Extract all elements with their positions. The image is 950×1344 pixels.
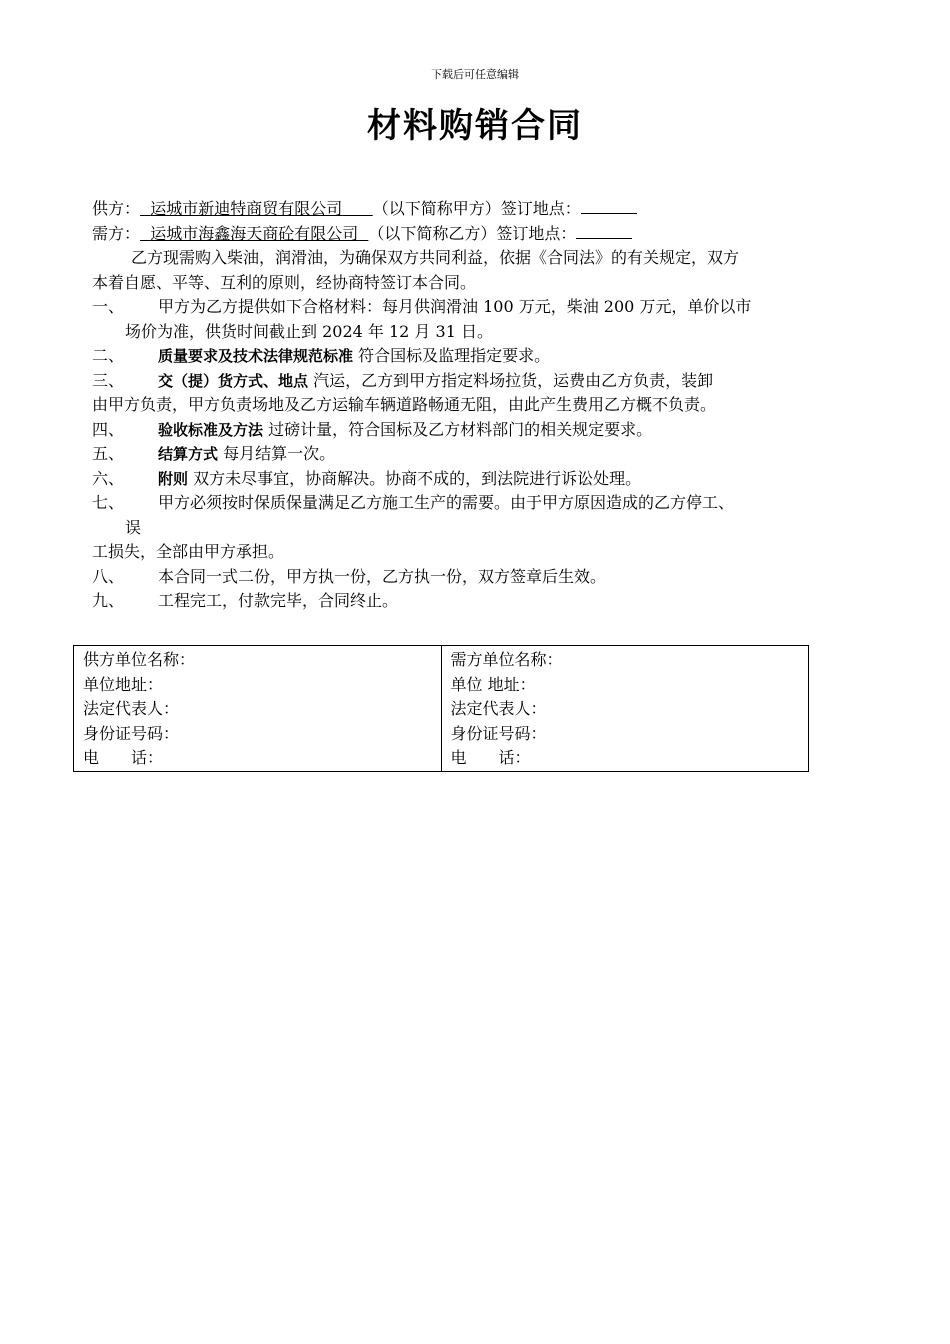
clause-5-number: 五、 — [92, 444, 125, 463]
clause-2-heading: 质量要求及技术法律规范标准 — [158, 347, 354, 365]
clause-2-text: 符合国标及监理指定要求。 — [353, 346, 551, 365]
supplier-legal-rep-label: 法定代表人： — [83, 699, 180, 718]
clause-4-text: 过磅计量，符合国标及乙方材料部门的相关规定要求。 — [263, 419, 653, 439]
clause-6-number: 六、 — [92, 468, 125, 488]
buyer-legal-rep-label: 法定代表人： — [450, 699, 547, 718]
clause-4-heading: 验收标准及方法 — [158, 420, 264, 439]
clause-3 — [92, 369, 867, 394]
buyer-phone-label: 电 话： — [450, 748, 531, 767]
contract-title: 材料购销合同 — [367, 106, 583, 146]
buyer-label: 需方： — [92, 223, 141, 243]
clause-7-number: 七、 — [92, 493, 125, 512]
contract-body — [92, 197, 867, 614]
supplier-unit-name-label: 供方单位名称： — [83, 650, 196, 669]
supplier-sign-place-blank[interactable] — [581, 199, 637, 214]
clause-5-text: 每月结算一次。 — [218, 444, 336, 463]
buyer-unit-name-label: 需方单位名称： — [450, 650, 563, 669]
buyer-suffix: （以下简称乙方）签订地点： — [368, 223, 577, 243]
clause-5-heading: 结算方式 — [158, 445, 219, 463]
supplier-signature-cell[interactable] — [74, 646, 442, 772]
clause-4 — [92, 418, 867, 443]
clause-1-continued: 场价为准，供货时间截止到 2024 年 12 月 31 日。 — [125, 321, 493, 341]
clause-3-continued: 由甲方负责，甲方负责场地及乙方运输车辆道路畅通无阻，由此产生费用乙方概不负责。 — [92, 395, 717, 414]
clause-7-continued: 工损失，全部由甲方承担。 — [92, 542, 285, 561]
buyer-signature-cell[interactable] — [441, 646, 809, 772]
clause-9 — [92, 589, 867, 614]
clause-3-number: 三、 — [92, 370, 125, 390]
preamble-line-1: 乙方现需购入柴油，润滑油，为确保双方共同利益，依据《合同法》的有关规定，双方 — [131, 248, 740, 267]
supplier-id-label: 身份证号码： — [83, 723, 180, 743]
clause-6-heading: 附则 — [158, 469, 189, 488]
clause-4-number: 四、 — [92, 419, 125, 439]
clause-2 — [92, 344, 867, 369]
buyer-sign-place-blank[interactable] — [576, 224, 632, 239]
supplier-line — [92, 197, 867, 222]
clause-7-text: 甲方必须按时保质保量满足乙方施工生产的需要。由于甲方原因造成的乙方停工、 — [158, 493, 735, 512]
clause-1-text: 甲方为乙方提供如下合格材料：每月供润滑油 100 万元，柴油 200 万元，单价以市 — [158, 297, 752, 316]
header-note: 下载后可任意编辑 — [431, 68, 519, 81]
clause-6 — [92, 467, 867, 492]
clause-9-number: 九、 — [92, 591, 125, 610]
supplier-address-label: 单位地址： — [83, 674, 164, 694]
clause-3-heading: 交（提）货方式、地点 — [158, 371, 309, 390]
clause-7 — [92, 491, 867, 516]
clause-9-text: 工程完工，付款完毕，合同终止。 — [158, 591, 399, 610]
clause-8-text: 本合同一式二份，甲方执一份，乙方执一份，双方签章后生效。 — [158, 566, 607, 586]
buyer-id-label: 身份证号码： — [450, 723, 547, 743]
supplier-phone-label: 电 话： — [83, 748, 164, 767]
clause-3-text: 汽运，乙方到甲方指定料场拉货，运费由乙方负责，装卸 — [308, 370, 714, 390]
clause-1 — [92, 295, 867, 320]
supplier-suffix: （以下简称甲方）签订地点： — [372, 199, 581, 218]
preamble-line-2: 本着自愿、平等、互利的原则，经协商特签订本合同。 — [92, 272, 477, 292]
clause-7-wrap: 误 — [125, 517, 142, 537]
buyer-line — [92, 222, 867, 247]
supplier-name: 运城市新迪特商贸有限公司 — [150, 199, 343, 218]
clause-2-number: 二、 — [92, 346, 125, 365]
supplier-label: 供方： — [92, 199, 141, 218]
clause-8 — [92, 565, 867, 590]
clause-8-number: 八、 — [92, 566, 125, 586]
signature-row — [74, 646, 809, 772]
clause-1-number: 一、 — [92, 297, 125, 316]
clause-6-text: 双方未尽事宜，协商解决。协商不成的，到法院进行诉讼处理。 — [188, 468, 642, 488]
buyer-address-label: 单位 地址： — [450, 674, 536, 694]
clause-5 — [92, 442, 867, 467]
buyer-name: 运城市海鑫海天商砼有限公司 — [150, 223, 359, 243]
signature-table — [73, 645, 809, 772]
